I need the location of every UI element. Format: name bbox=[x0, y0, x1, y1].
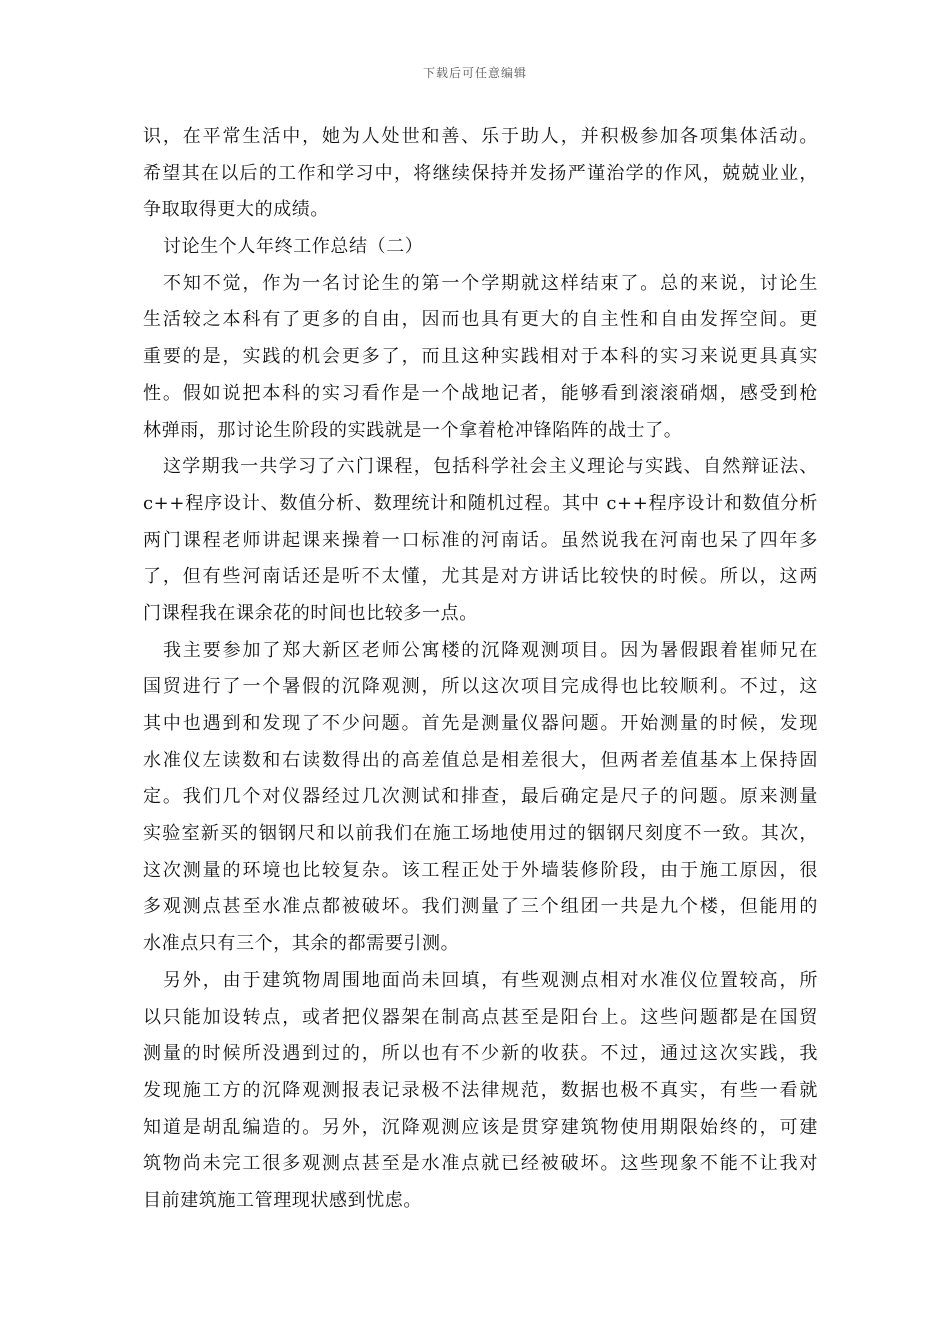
paragraph-2 bbox=[143, 266, 818, 449]
document-body bbox=[143, 119, 818, 1220]
text-line: c++程序设计、数值分析、数理统计和随机过程。其中 c++程序设计和数值分析 bbox=[143, 492, 818, 514]
text-line: 不知不觉，作为一名讨论生的第一个学期就这样结束了。总的来说，讨论生 bbox=[163, 272, 818, 294]
text-line: 水准点只有三个，其余的都需要引测。 bbox=[143, 933, 460, 955]
text-line: 两门课程老师讲起课来操着一口标准的河南话。虽然说我在河南也呆了四年多 bbox=[143, 529, 818, 551]
text-line: 水准仪左读数和右读数得出的高差值总是相差很大，但两者差值基本上保持固 bbox=[143, 749, 818, 771]
paragraph-1 bbox=[143, 119, 818, 229]
text-line: 林弹雨，那讨论生阶段的实践就是一个拿着枪冲锋陷阵的战士了。 bbox=[143, 419, 683, 441]
text-line: 重要的是，实践的机会更多了，而且这种实践相对于本科的实习来说更具真实 bbox=[143, 346, 818, 368]
text-line: 发现施工方的沉降观测报表记录极不法律规范，数据也极不真实，有些一看就 bbox=[143, 1079, 818, 1101]
paragraph-3 bbox=[143, 449, 818, 632]
text-line: 定。我们几个对仪器经过几次测试和排查，最后确定是尺子的问题。原来测量 bbox=[143, 786, 818, 808]
section-heading bbox=[143, 229, 818, 266]
paragraph-5 bbox=[143, 963, 818, 1220]
text-line: 了，但有些河南话还是听不太懂，尤其是对方讲话比较快的时候。所以，这两 bbox=[143, 566, 818, 588]
text-line: 生活较之本科有了更多的自由，因而也具有更大的自主性和自由发挥空间。更 bbox=[143, 309, 818, 331]
text-line: 希望其在以后的工作和学习中，将继续保持并发扬严谨治学的作风，兢兢业业， bbox=[143, 162, 818, 184]
text-line: 性。假如说把本科的实习看作是一个战地记者，能够看到滚滚硝烟，感受到枪 bbox=[143, 382, 818, 404]
text-line: 测量的时候所没遇到过的，所以也有不少新的收获。不过，通过这次实践，我 bbox=[143, 1043, 818, 1065]
text-line: 知道是胡乱编造的。另外，沉降观测应该是贯穿建筑物使用期限始终的，可建 bbox=[143, 1116, 818, 1138]
text-line: 实验室新买的铟钢尺和以前我们在施工场地使用过的铟钢尺刻度不一致。其次， bbox=[143, 823, 818, 845]
text-line: 我主要参加了郑大新区老师公寓楼的沉降观测项目。因为暑假跟着崔师兄在 bbox=[163, 639, 818, 661]
text-line: 其中也遇到和发现了不少问题。首先是测量仪器问题。开始测量的时候，发现 bbox=[143, 713, 818, 734]
text-line: 国贸进行了一个暑假的沉降观测，所以这次项目完成得也比较顺利。不过，这 bbox=[143, 676, 818, 698]
text-line: 争取取得更大的成绩。 bbox=[143, 199, 329, 221]
text-line: 筑物尚未完工很多观测点甚至是水准点就已经被破坏。这些现象不能不让我对 bbox=[143, 1153, 818, 1175]
text-line: 这学期我一共学习了六门课程，包括科学社会主义理论与实践、自然辩证法、 bbox=[163, 456, 818, 478]
text-line: 多观测点甚至水准点都被破坏。我们测量了三个组团一共是九个楼，但能用的 bbox=[143, 896, 818, 918]
text-line: 目前建筑施工管理现状感到忧虑。 bbox=[143, 1189, 422, 1211]
paragraph-4 bbox=[143, 633, 818, 963]
text-line: 识，在平常生活中，她为人处世和善、乐于助人，并积极参加各项集体活动。 bbox=[143, 126, 818, 147]
section-title: 讨论生个人年终工作总结（二） bbox=[163, 236, 424, 258]
page-header: 下载后可任意编辑 bbox=[422, 66, 527, 80]
text-line: 门课程我在课余花的时间也比较多一点。 bbox=[143, 602, 478, 624]
text-line: 以只能加设转点，或者把仪器架在制高点甚至是阳台上。这些问题都是在国贸 bbox=[143, 1006, 818, 1028]
text-line: 这次测量的环境也比较复杂。该工程正处于外墙装修阶段，由于施工原因，很 bbox=[143, 859, 818, 881]
text-line: 另外，由于建筑物周围地面尚未回填，有些观测点相对水准仪位置较高，所 bbox=[163, 969, 818, 991]
